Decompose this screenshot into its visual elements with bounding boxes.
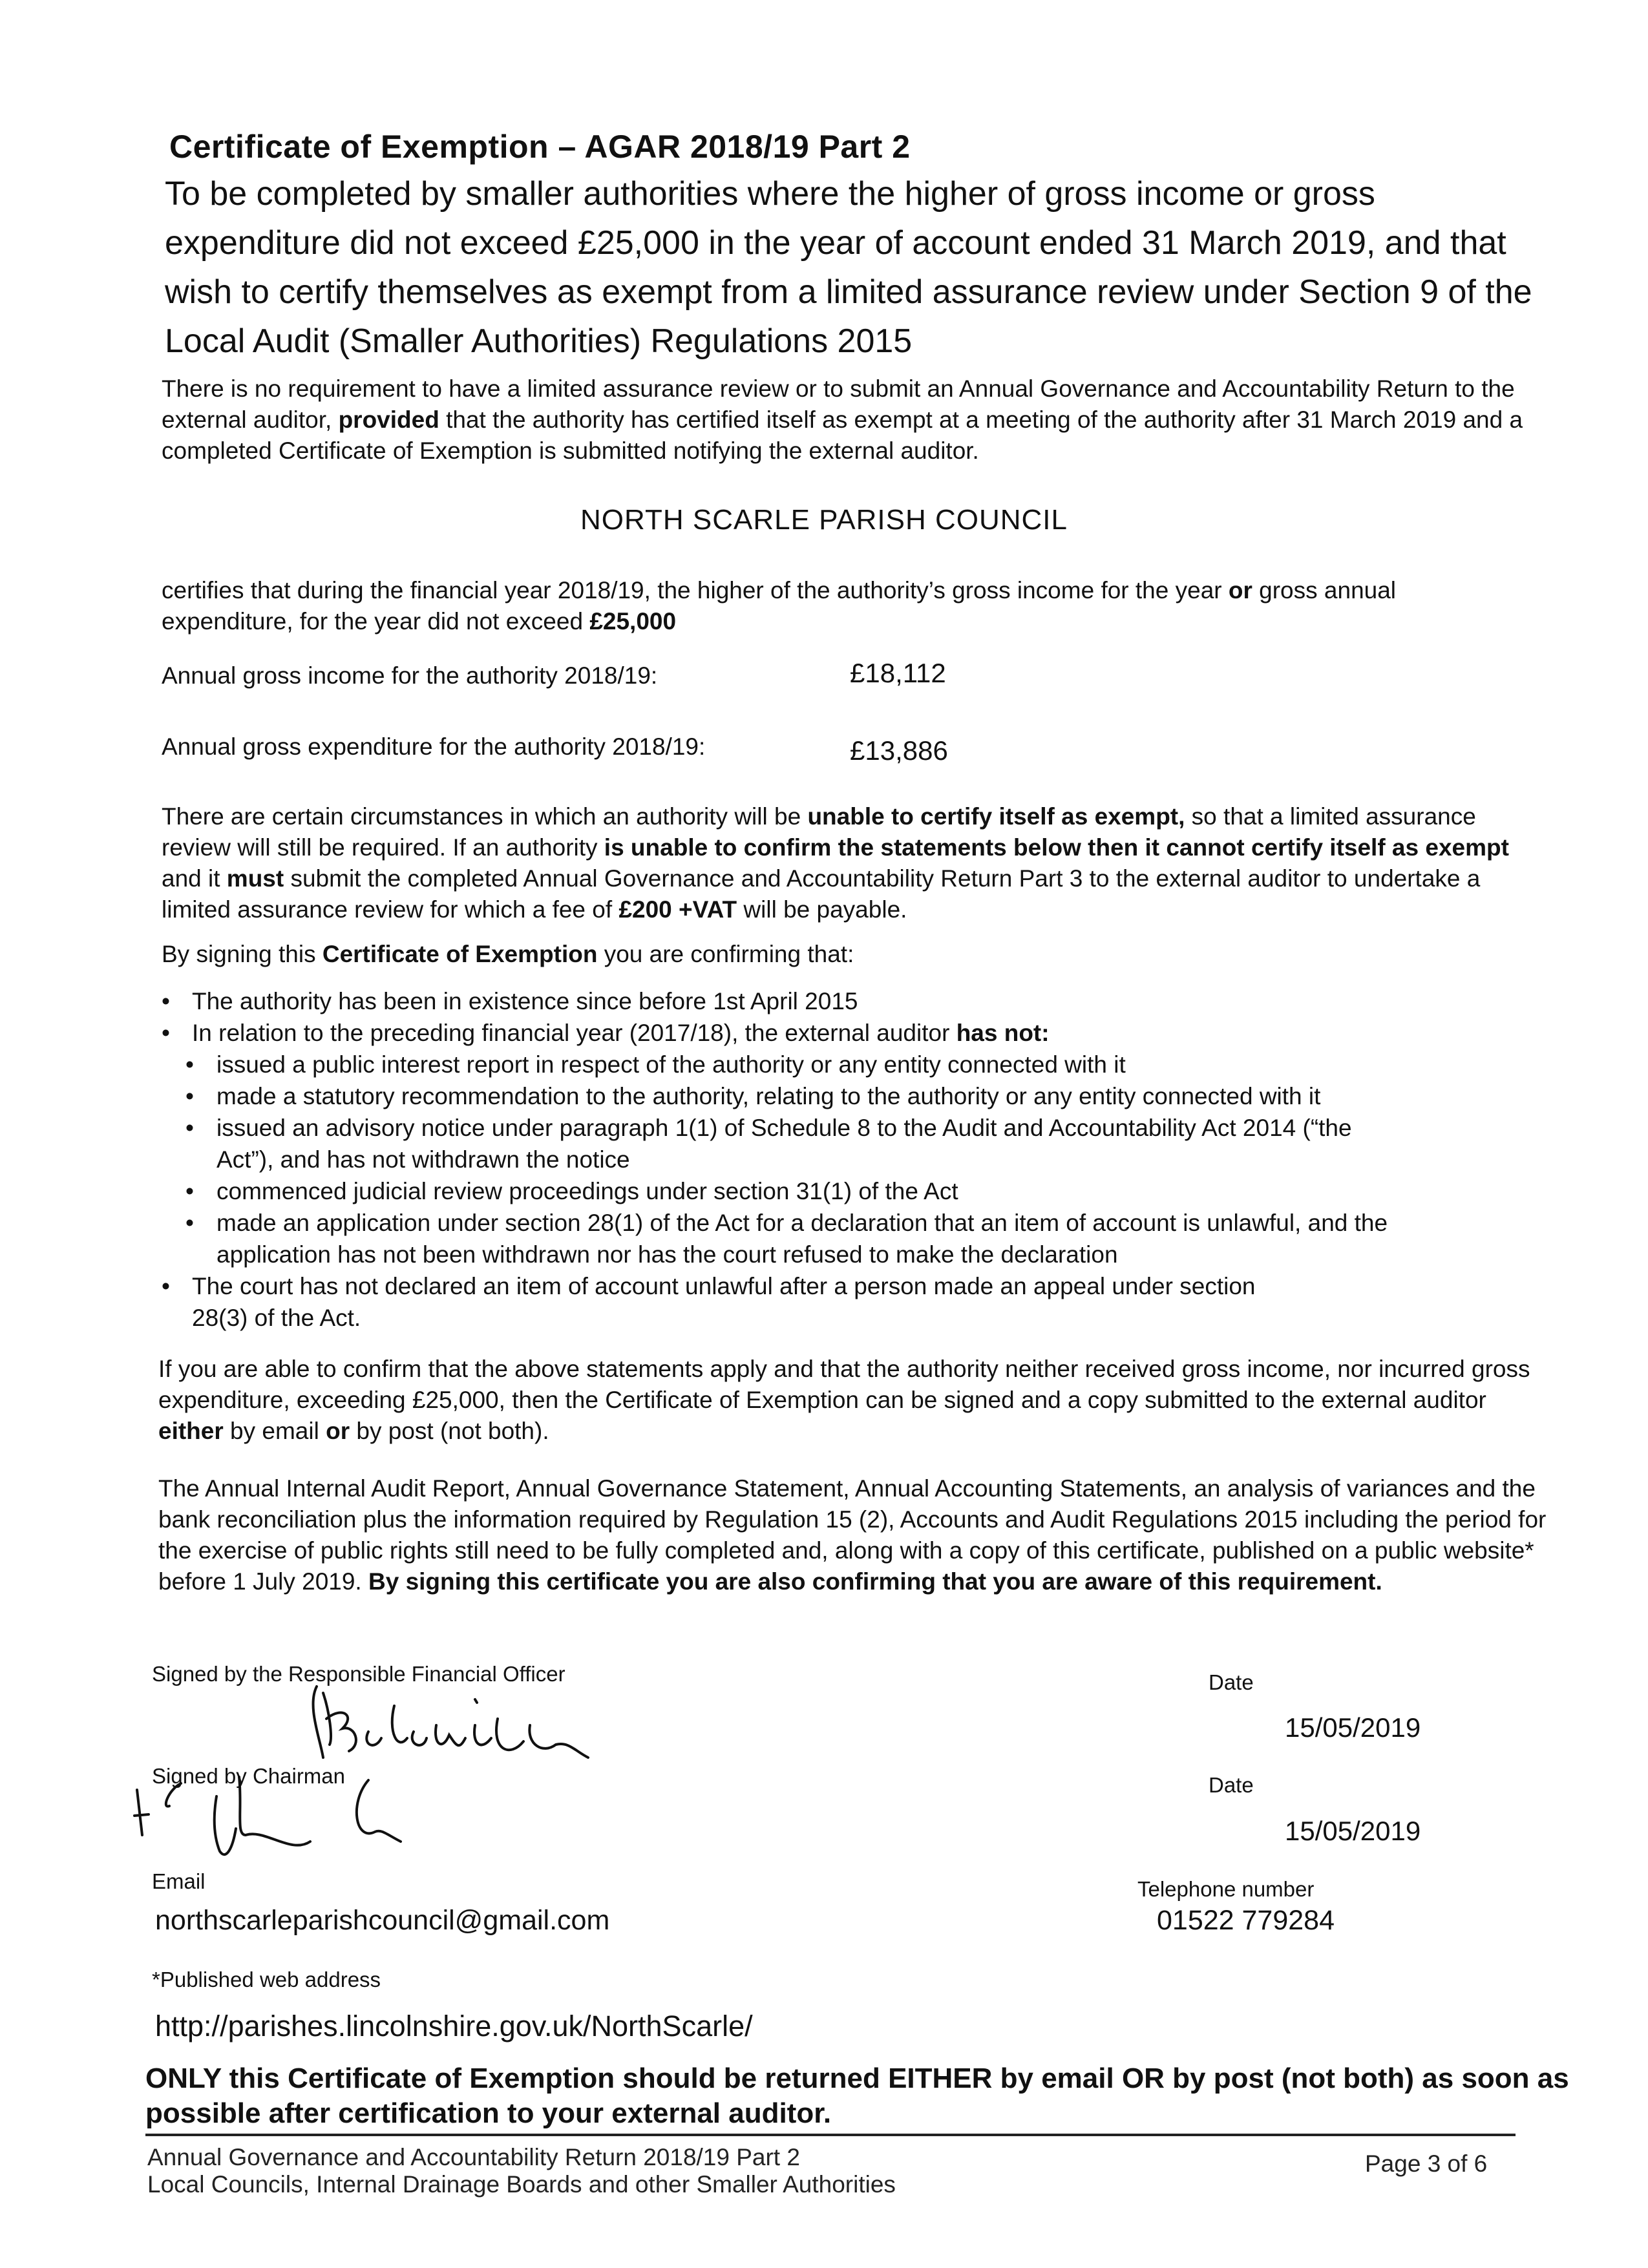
chairman-signature-label: Signed by Chairman	[152, 1764, 345, 1788]
web-address-label: *Published web address	[152, 1968, 381, 1991]
page-subtitle: To be completed by smaller authorities where the higher of gross income or gross expenditure did not exceed £25,000 in the year of account ended 31 March 2019, and that wish to certify themselves as exempt from a limited assurance review under Section 9 of the Local Audit (Smaller Authorities) Regulations 2015	[165, 175, 1532, 360]
email-value: northscarleparishcouncil@gmail.com	[155, 1905, 610, 1936]
page-title: Certificate of Exemption – AGAR 2018/19 Part 2	[169, 129, 911, 165]
council-name: NORTH SCARLE PARISH COUNCIL	[580, 504, 1068, 536]
chairman-date-label: Date	[1209, 1773, 1254, 1797]
statements-list	[158, 985, 1548, 1334]
income-value: £18,112	[850, 658, 946, 688]
return-notice: ONLY this Certificate of Exemption should be returned EITHER by email OR by post (not both) as soon as possible after certification to your external auditor.	[145, 2063, 1569, 2129]
footer-divider	[145, 2134, 1516, 2136]
footer-line-2: Local Councils, Internal Drainage Boards and other Smaller Authorities	[147, 2171, 896, 2198]
phone-value: 01522 779284	[1157, 1905, 1335, 1936]
sub-statement-text: commenced judicial review proceedings under section 31(1) of the Act	[217, 1178, 958, 1204]
rfo-date: 15/05/2019	[1285, 1712, 1421, 1743]
circ-bold: is unable to confirm the statements below then it cannot certify itself as exempt	[604, 834, 1509, 861]
intro-bold: provided	[338, 406, 439, 433]
intro-text-2: that the authority has certified itself as exempt at a meeting of the authority after 31 March 2019 and a completed Certificate of Exemption is submitted notifying the external auditor.	[162, 406, 1523, 464]
income-label: Annual gross income for the authority 2018/19:	[162, 662, 658, 689]
sub-statement-item	[185, 1207, 1548, 1270]
statement-text: The court has not declared an item of account unlawful after a person made an appeal under section 28(3) of the Act.	[192, 1273, 1256, 1331]
annual-reports-text: The Annual Internal Audit Report, Annual Governance Statement, Annual Accounting Statements, an analysis of variances and the bank reconciliation plus the information required by Regulation 15 (2), Accounts and Audit Regulations 2015 including the period for the exercise of public rights still need to be fully completed and, along with a copy of this certificate, published on a public website* before 1 July 2019.	[158, 1475, 1547, 1595]
certifies-text: certifies that during the financial year 2018/19, the higher of the authority’s gross income for the year	[162, 577, 1229, 604]
sub-statement-item	[185, 1175, 1548, 1207]
sub-statement-text: made a statutory recommendation to the authority, relating to the authority or any entity connected with it	[217, 1083, 1321, 1109]
expenditure-label: Annual gross expenditure for the authority 2018/19:	[162, 733, 706, 760]
circ-text: submit the completed Annual Governance and Accountability Return Part 3 to the external auditor to undertake a limited assurance review for which a fee of	[162, 865, 1481, 923]
by-signing-line	[162, 939, 854, 970]
sub-statement-text: made an application under section 28(1) of the Act for a declaration that an item of account is unlawful, and the application has not been withdrawn nor has the court refused to make the declaration	[217, 1210, 1388, 1268]
sub-statement-item	[185, 1080, 1548, 1112]
if-able-paragraph	[158, 1354, 1548, 1447]
rfo-signature	[304, 1680, 666, 1770]
circ-text: There are certain circumstances in which an authority will be	[162, 803, 808, 830]
by-signing-text-2: you are confirming that:	[597, 941, 854, 967]
circ-text: will be payable.	[737, 896, 907, 923]
if-able-text: If you are able to confirm that the above statements apply and that the authority neither received gross income, nor incurred gross expenditure, exceeding £25,000, then the Certificate of Exemption can be signed and a copy submitted to the external auditor	[158, 1356, 1530, 1413]
chairman-signature	[97, 1770, 549, 1874]
intro-paragraph	[162, 373, 1538, 467]
rfo-date-label: Date	[1209, 1670, 1254, 1694]
statement-text: In relation to the preceding financial year (2017/18), the external auditor	[192, 1020, 956, 1046]
by-signing-text: By signing this	[162, 941, 322, 967]
if-able-bold: or	[326, 1418, 350, 1444]
statement-item	[158, 985, 1548, 1017]
page-number: Page 3 of 6	[1365, 2150, 1488, 2177]
certifies-threshold: £25,000	[589, 608, 677, 635]
by-signing-bold: Certificate of Exemption	[322, 941, 598, 967]
circ-fee: £200 +VAT	[618, 896, 737, 923]
chairman-date: 15/05/2019	[1285, 1816, 1421, 1846]
web-address-value: http://parishes.lincolnshire.gov.uk/NorthScarle/	[155, 2010, 753, 2042]
phone-label: Telephone number	[1137, 1877, 1315, 1901]
footer-text	[147, 2144, 896, 2198]
circ-text: and it	[162, 865, 227, 892]
statement-item	[158, 1017, 1548, 1270]
circ-bold: must	[226, 865, 284, 892]
sub-statement-item	[185, 1112, 1548, 1175]
certifies-text-2: gross annual expenditure, for the year did not exceed	[162, 577, 1397, 635]
if-able-bold: either	[158, 1418, 224, 1444]
annual-reports-paragraph	[158, 1473, 1548, 1597]
certifies-bold-or: or	[1228, 577, 1252, 604]
if-able-text: by email	[223, 1418, 326, 1444]
sub-statement-text: issued a public interest report in respect of the authority or any entity connected with it	[217, 1051, 1126, 1078]
statement-bold: has not:	[956, 1020, 1050, 1046]
email-label: Email	[152, 1869, 206, 1893]
circ-bold: unable to certify itself as exempt,	[807, 803, 1185, 830]
expenditure-value: £13,886	[850, 735, 948, 766]
circ-text: so that a limited assurance review will still be required. If an authority	[162, 803, 1476, 861]
circumstances-paragraph	[162, 801, 1538, 925]
certifies-paragraph	[162, 575, 1532, 637]
intro-text: There is no requirement to have a limited assurance review or to submit an Annual Governance and Accountability Return to the external auditor,	[162, 375, 1515, 433]
annual-reports-bold: By signing this certificate you are also confirming that you are aware of this requirement.	[368, 1568, 1382, 1595]
sub-statement-text: issued an advisory notice under paragraph 1(1) of Schedule 8 to the Audit and Accountability Act 2014 (“the Act”), and has not withdrawn the notice	[217, 1115, 1352, 1173]
footer-line-1: Annual Governance and Accountability Return 2018/19 Part 2	[147, 2144, 800, 2170]
statement-item	[158, 1270, 1548, 1334]
if-able-text: by post (not both).	[350, 1418, 549, 1444]
rfo-signature-label: Signed by the Responsible Financial Officer	[152, 1662, 565, 1686]
statement-text: The authority has been in existence since before 1st April 2015	[192, 988, 858, 1014]
sub-statement-item	[185, 1049, 1548, 1080]
